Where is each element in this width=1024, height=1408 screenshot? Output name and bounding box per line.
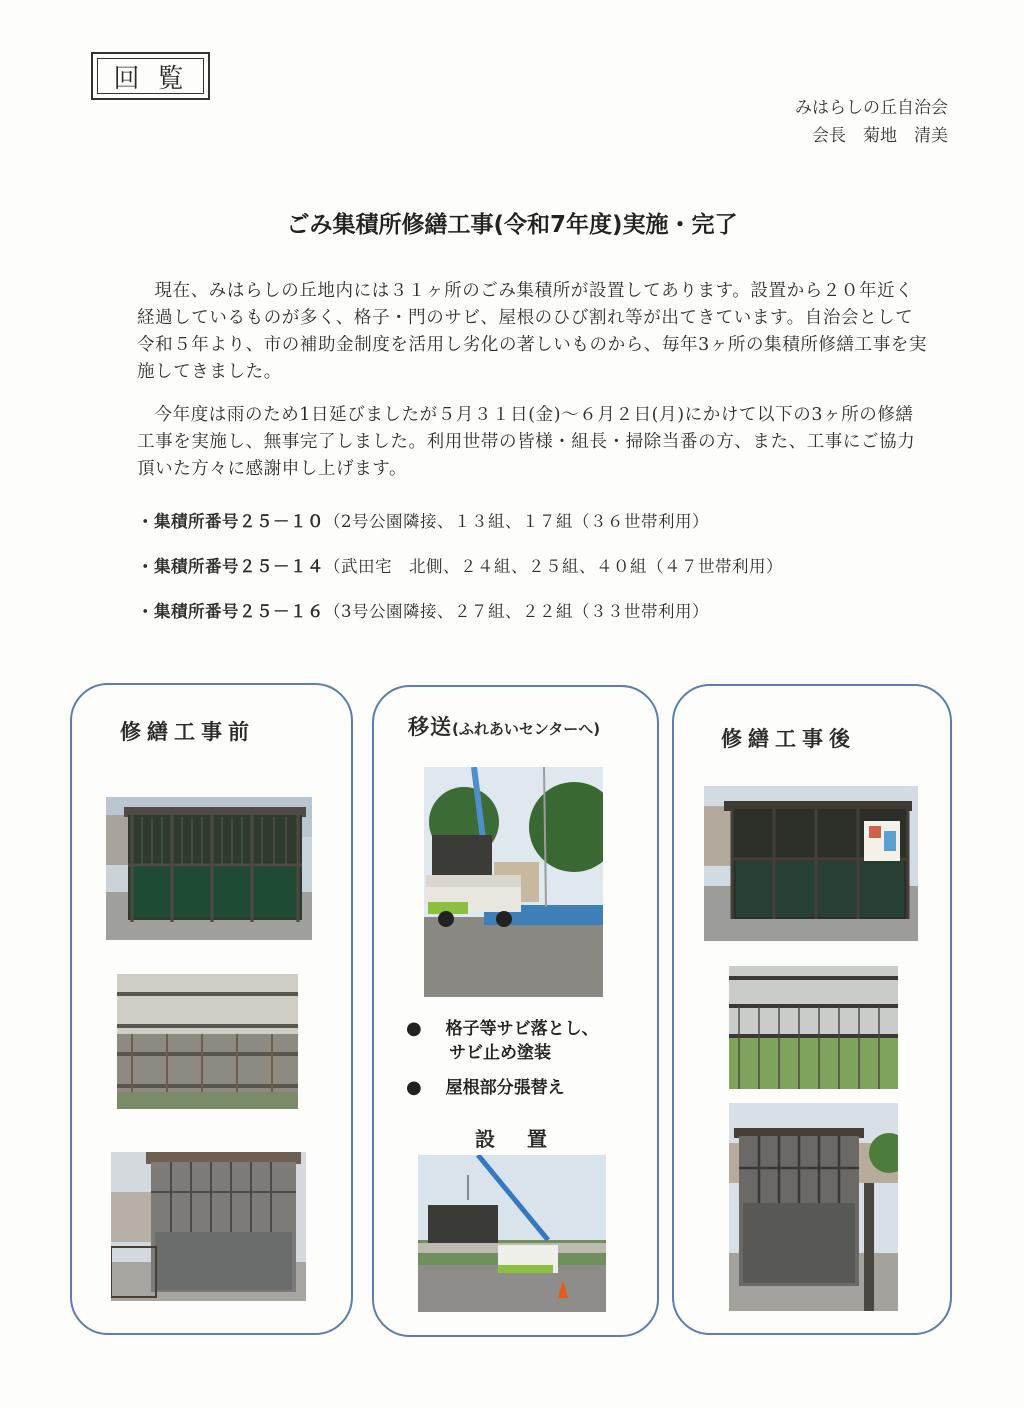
site-detail: （武田宅 北側、２４組、２５組、４０組（４７世帯利用）	[324, 557, 783, 576]
photo-before-exterior	[106, 797, 312, 940]
paragraph-2: 今年度は雨のため1日延びましたが５月３１日(金)～６月２日(月)にかけて以下の3ヶ所の修繕工事を実施し、無事完了しました。利用世帯の皆様・組長・掃除当番の方、また、工事にご協力頂いた方々に感謝申し上げます。	[137, 405, 916, 479]
page-title: ごみ集積所修繕工事(令和7年度)実施・完了	[286, 212, 738, 238]
site-label: ・集積所番号２５－１６	[137, 602, 324, 621]
sender-org: みはらしの丘自治会	[795, 98, 948, 118]
photo-after-roof	[729, 966, 898, 1089]
site-label: ・集積所番号２５－１４	[137, 557, 324, 576]
bullet-icon: ●	[406, 1077, 422, 1098]
paragraph-1: 現在、みはらしの丘地内には３１ヶ所のごみ集積所が設置してあります。設置から２０年近く経過しているものが多く、格子・門のサビ、屋根のひび割れ等が出てきています。自治会として令和５年より、市の補助金制度を活用し劣化の著しいものから、毎年3ヶ所の集積所修繕工事を実施してきました。	[137, 281, 928, 382]
photo-install	[418, 1155, 606, 1312]
bullet-icon: ●	[406, 1018, 422, 1039]
photo-after-side	[729, 1103, 898, 1311]
circulation-label: 回覧	[97, 58, 204, 94]
photo-after-exterior	[704, 786, 918, 941]
sender-block	[795, 94, 948, 150]
note-roof-text: 屋根部分張替え	[445, 1078, 565, 1098]
site-detail: （2号公園隣接、１３組、１７組（３６世帯利用）	[324, 512, 709, 531]
site-item-1	[137, 508, 709, 532]
site-item-2	[137, 553, 783, 577]
panel-before-title: 修繕工事前	[120, 720, 255, 744]
panel-transport-subtitle: (ふれあいセンターへ)	[452, 720, 601, 738]
photo-before-roof	[117, 974, 298, 1109]
note-roof	[406, 1076, 565, 1100]
site-detail: （3号公園隣接、２７組、２２組（３３世帯利用）	[324, 602, 709, 621]
panel-transport-heading	[408, 711, 600, 741]
panel-after-title: 修繕工事後	[721, 727, 856, 751]
panel-transport-title: 移送	[408, 715, 452, 739]
note-rust-2: サビ止め塗装	[449, 1043, 551, 1063]
install-label: 設 置	[475, 1127, 553, 1151]
circulation-stamp	[91, 52, 210, 100]
site-label: ・集積所番号２５－１０	[137, 512, 324, 531]
sender-person: 会長 菊地 清美	[812, 126, 948, 146]
site-item-3	[137, 598, 709, 622]
photo-before-side	[111, 1152, 306, 1301]
note-rust-text: 格子等サビ落とし、	[445, 1019, 599, 1039]
photo-transport-crane	[424, 767, 603, 997]
note-rust-1	[406, 1017, 599, 1041]
